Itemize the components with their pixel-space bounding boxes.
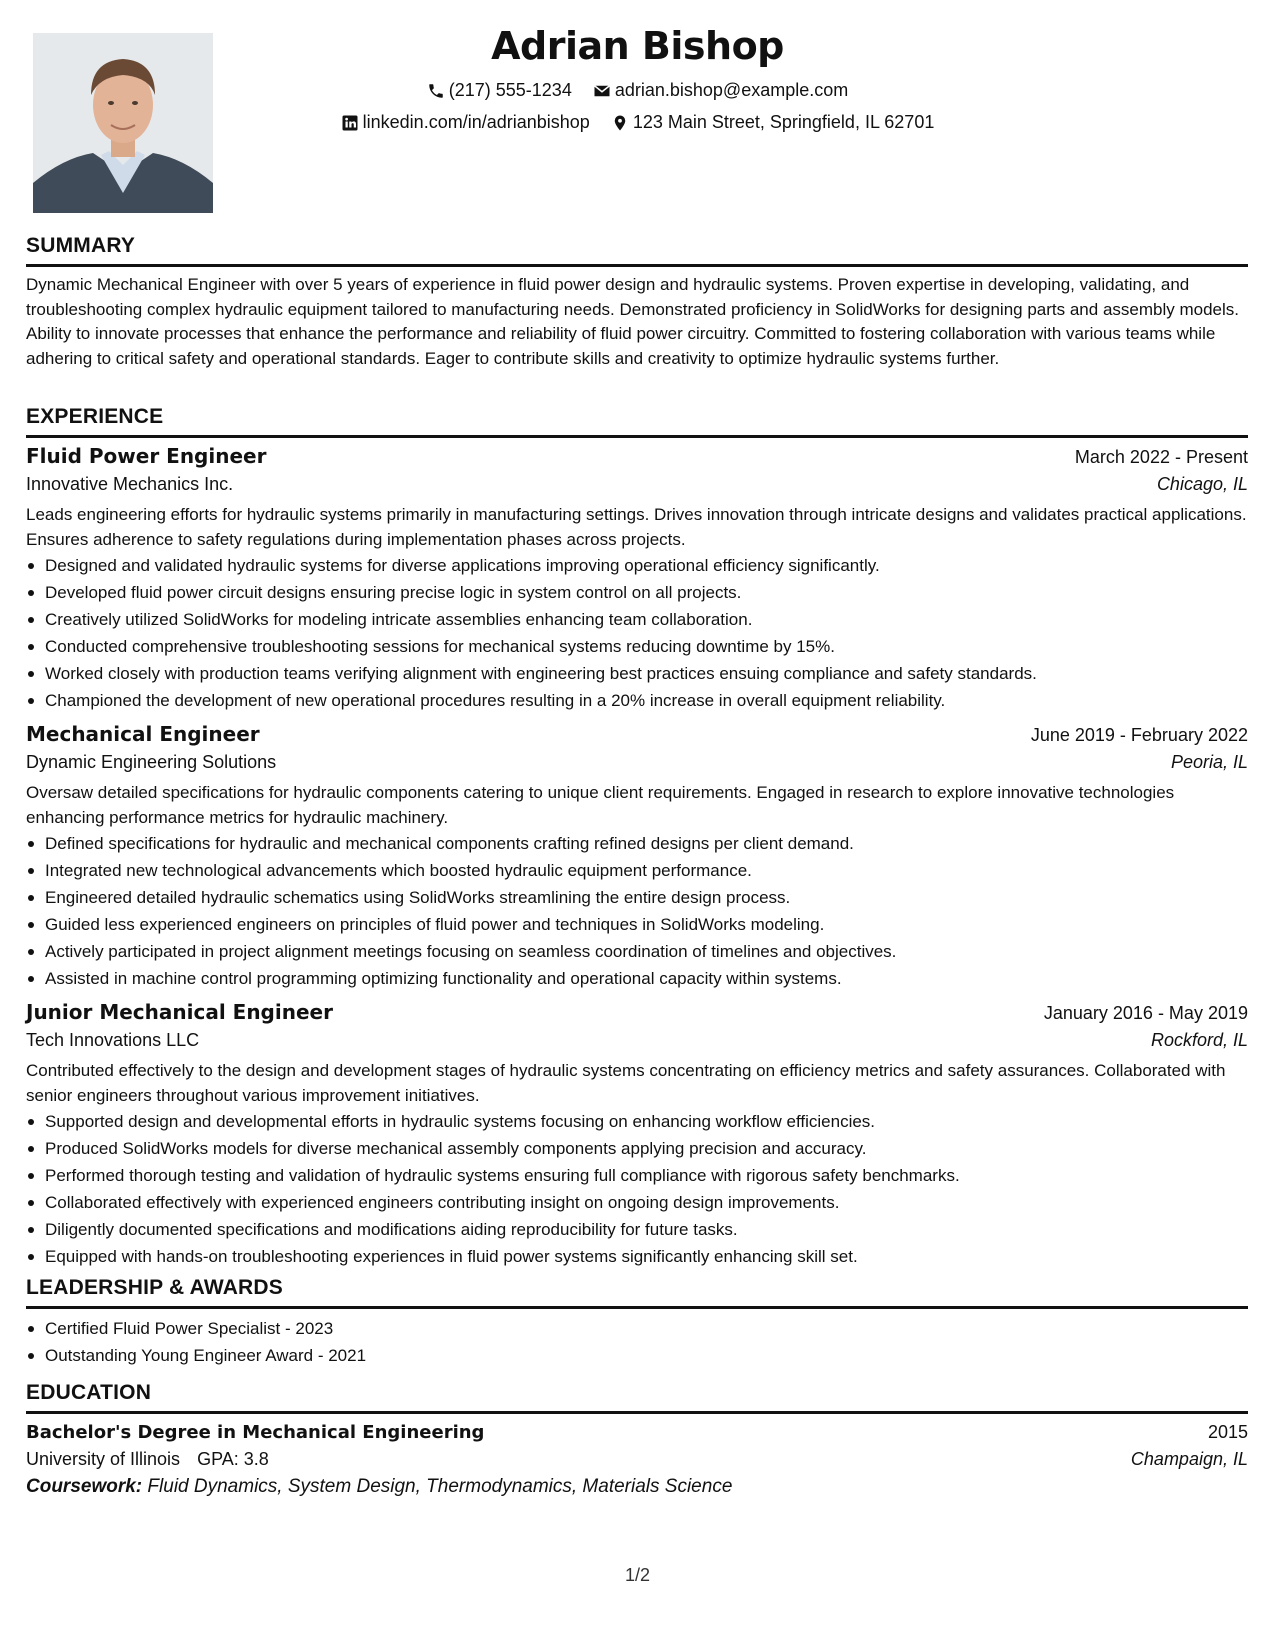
section-title: SUMMARY xyxy=(26,234,1248,267)
list-item: Creatively utilized SolidWorks for modeling intricate assemblies enhancing team collaboration. xyxy=(26,606,1248,633)
summary-text: Dynamic Mechanical Engineer with over 5 years of experience in fluid power design and hydraulic systems. Proven expertise in developing, validating, and troubleshooting complex hydraulic equipment tailored to manufacturing needs. Demonstrated proficiency in SolidWorks for designing parts and assembly models. Ability to innovate processes that enhance the performance and reliability of fluid power circuitry. Committed to fostering collaboration with various teams while adhering to critical safety and operational standards. Eager to contribute skills and creativity to optimize hydraulic systems further. xyxy=(26,275,1239,368)
job-entry xyxy=(26,1000,1248,1270)
list-item: Conducted comprehensive troubleshooting sessions for mechanical systems reducing downtime by 15%. xyxy=(26,633,1248,660)
phone-contact xyxy=(427,80,572,101)
job-dates: January 2016 - May 2019 xyxy=(1043,1003,1248,1023)
school-name: University of Illinois xyxy=(26,1449,181,1469)
email-text: adrian.bishop@example.com xyxy=(614,80,849,100)
list-item: Defined specifications for hydraulic and mechanical components crafting refined designs per client demand. xyxy=(26,830,1248,857)
page-number: 1/2 xyxy=(624,1565,651,1585)
degree-title: Bachelor's Degree in Mechanical Engineering xyxy=(26,1422,485,1443)
list-item: Produced SolidWorks models for diverse mechanical assembly components applying precision and accuracy. xyxy=(26,1135,1248,1162)
list-item: Worked closely with production teams verifying alignment with engineering best practices ensuing compliance and safety standards. xyxy=(26,660,1248,687)
company-name: Tech Innovations LLC xyxy=(26,1030,200,1050)
envelope-icon xyxy=(593,82,611,100)
job-title: Mechanical Engineer xyxy=(26,722,260,746)
map-pin-icon xyxy=(611,114,629,132)
gpa: GPA: 3.8 xyxy=(197,1449,269,1469)
list-item: Developed fluid power circuit designs ensuring precise logic in system control on all projects. xyxy=(26,579,1248,606)
list-item: Supported design and developmental efforts in hydraulic systems focusing on enhancing workflow efficiencies. xyxy=(26,1108,1248,1135)
phone-text: (217) 555-1234 xyxy=(448,80,572,100)
job-location: Chicago, IL xyxy=(1156,474,1248,494)
job-description: Leads engineering efforts for hydraulic systems primarily in manufacturing settings. Drives innovation through intricate designs and validates practical applications. Ensures adherence to safety regulations during implementation phases across projects. xyxy=(26,505,1247,549)
candidate-name: Adrian Bishop xyxy=(491,24,784,68)
job-entry xyxy=(26,722,1248,992)
list-item: Engineered detailed hydraulic schematics using SolidWorks streamlining the entire design process. xyxy=(26,884,1248,911)
coursework xyxy=(26,1476,1248,1498)
list-item: Integrated new technological advancements which boosted hydraulic equipment performance. xyxy=(26,857,1248,884)
education-section xyxy=(26,1381,1248,1498)
linkedin-text: linkedin.com/in/adrianbishop xyxy=(362,112,590,132)
job-bullets xyxy=(26,552,1248,714)
job-dates: March 2022 - Present xyxy=(1074,447,1248,467)
job-location: Rockford, IL xyxy=(1150,1030,1248,1050)
linkedin-contact[interactable] xyxy=(341,112,590,133)
list-item: Guided less experienced engineers on principles of fluid power and techniques in SolidWorks modeling. xyxy=(26,911,1248,938)
contact-line-2 xyxy=(0,112,1275,137)
coursework-label: Coursework: xyxy=(26,1476,143,1497)
awards-section xyxy=(26,1276,1248,1369)
job-dates: June 2019 - February 2022 xyxy=(1030,725,1248,745)
list-item: Actively participated in project alignment meetings focusing on seamless coordination of timelines and objectives. xyxy=(26,938,1248,965)
list-item: Collaborated effectively with experienced engineers contributing insight on ongoing design improvements. xyxy=(26,1189,1248,1216)
section-title: EXPERIENCE xyxy=(26,405,1248,438)
list-item: Designed and validated hydraulic systems for diverse applications improving operational efficiency significantly. xyxy=(26,552,1248,579)
linkedin-icon xyxy=(341,114,359,132)
address-text: 123 Main Street, Springfield, IL 62701 xyxy=(632,112,935,132)
phone-icon xyxy=(427,82,445,100)
list-item: Outstanding Young Engineer Award - 2021 xyxy=(26,1342,1248,1369)
job-entry xyxy=(26,444,1248,714)
section-title: LEADERSHIP & AWARDS xyxy=(26,1276,1248,1309)
job-title: Fluid Power Engineer xyxy=(26,444,267,468)
list-item: Diligently documented specifications and modifications aiding reproducibility for future tasks. xyxy=(26,1216,1248,1243)
list-item: Championed the development of new operational procedures resulting in a 20% increase in overall equipment reliability. xyxy=(26,687,1248,714)
list-item: Equipped with hands-on troubleshooting experiences in fluid power systems significantly enhancing skill set. xyxy=(26,1243,1248,1270)
list-item: Assisted in machine control programming optimizing functionality and operational capacity within systems. xyxy=(26,965,1248,992)
job-description: Contributed effectively to the design and development stages of hydraulic systems concentrating on efficiency metrics and safety assurances. Collaborated with senior engineers throughout various improvement initiatives. xyxy=(26,1061,1226,1105)
company-name: Innovative Mechanics Inc. xyxy=(26,474,234,494)
contact-line-1 xyxy=(0,80,1275,105)
job-bullets xyxy=(26,830,1248,992)
list-item: Certified Fluid Power Specialist - 2023 xyxy=(26,1315,1248,1342)
section-title: EDUCATION xyxy=(26,1381,1248,1414)
coursework-text: Fluid Dynamics, System Design, Thermodynamics, Materials Science xyxy=(147,1476,733,1497)
experience-section xyxy=(26,405,1248,1270)
job-location: Peoria, IL xyxy=(1170,752,1248,772)
email-contact[interactable] xyxy=(593,80,848,101)
awards-list xyxy=(26,1315,1248,1369)
job-description: Oversaw detailed specifications for hydraulic components catering to unique client requirements. Engaged in research to explore innovative technologies enhancing performance metrics for hydraulic machinery. xyxy=(26,783,1175,827)
address-contact xyxy=(611,112,935,133)
school-location: Champaign, IL xyxy=(1130,1449,1248,1469)
company-name: Dynamic Engineering Solutions xyxy=(26,752,277,772)
job-bullets xyxy=(26,1108,1248,1270)
job-title: Junior Mechanical Engineer xyxy=(26,1000,333,1024)
graduation-year: 2015 xyxy=(1207,1422,1248,1442)
summary-section xyxy=(26,234,1248,371)
list-item: Performed thorough testing and validation of hydraulic systems ensuring full compliance with rigorous safety benchmarks. xyxy=(26,1162,1248,1189)
